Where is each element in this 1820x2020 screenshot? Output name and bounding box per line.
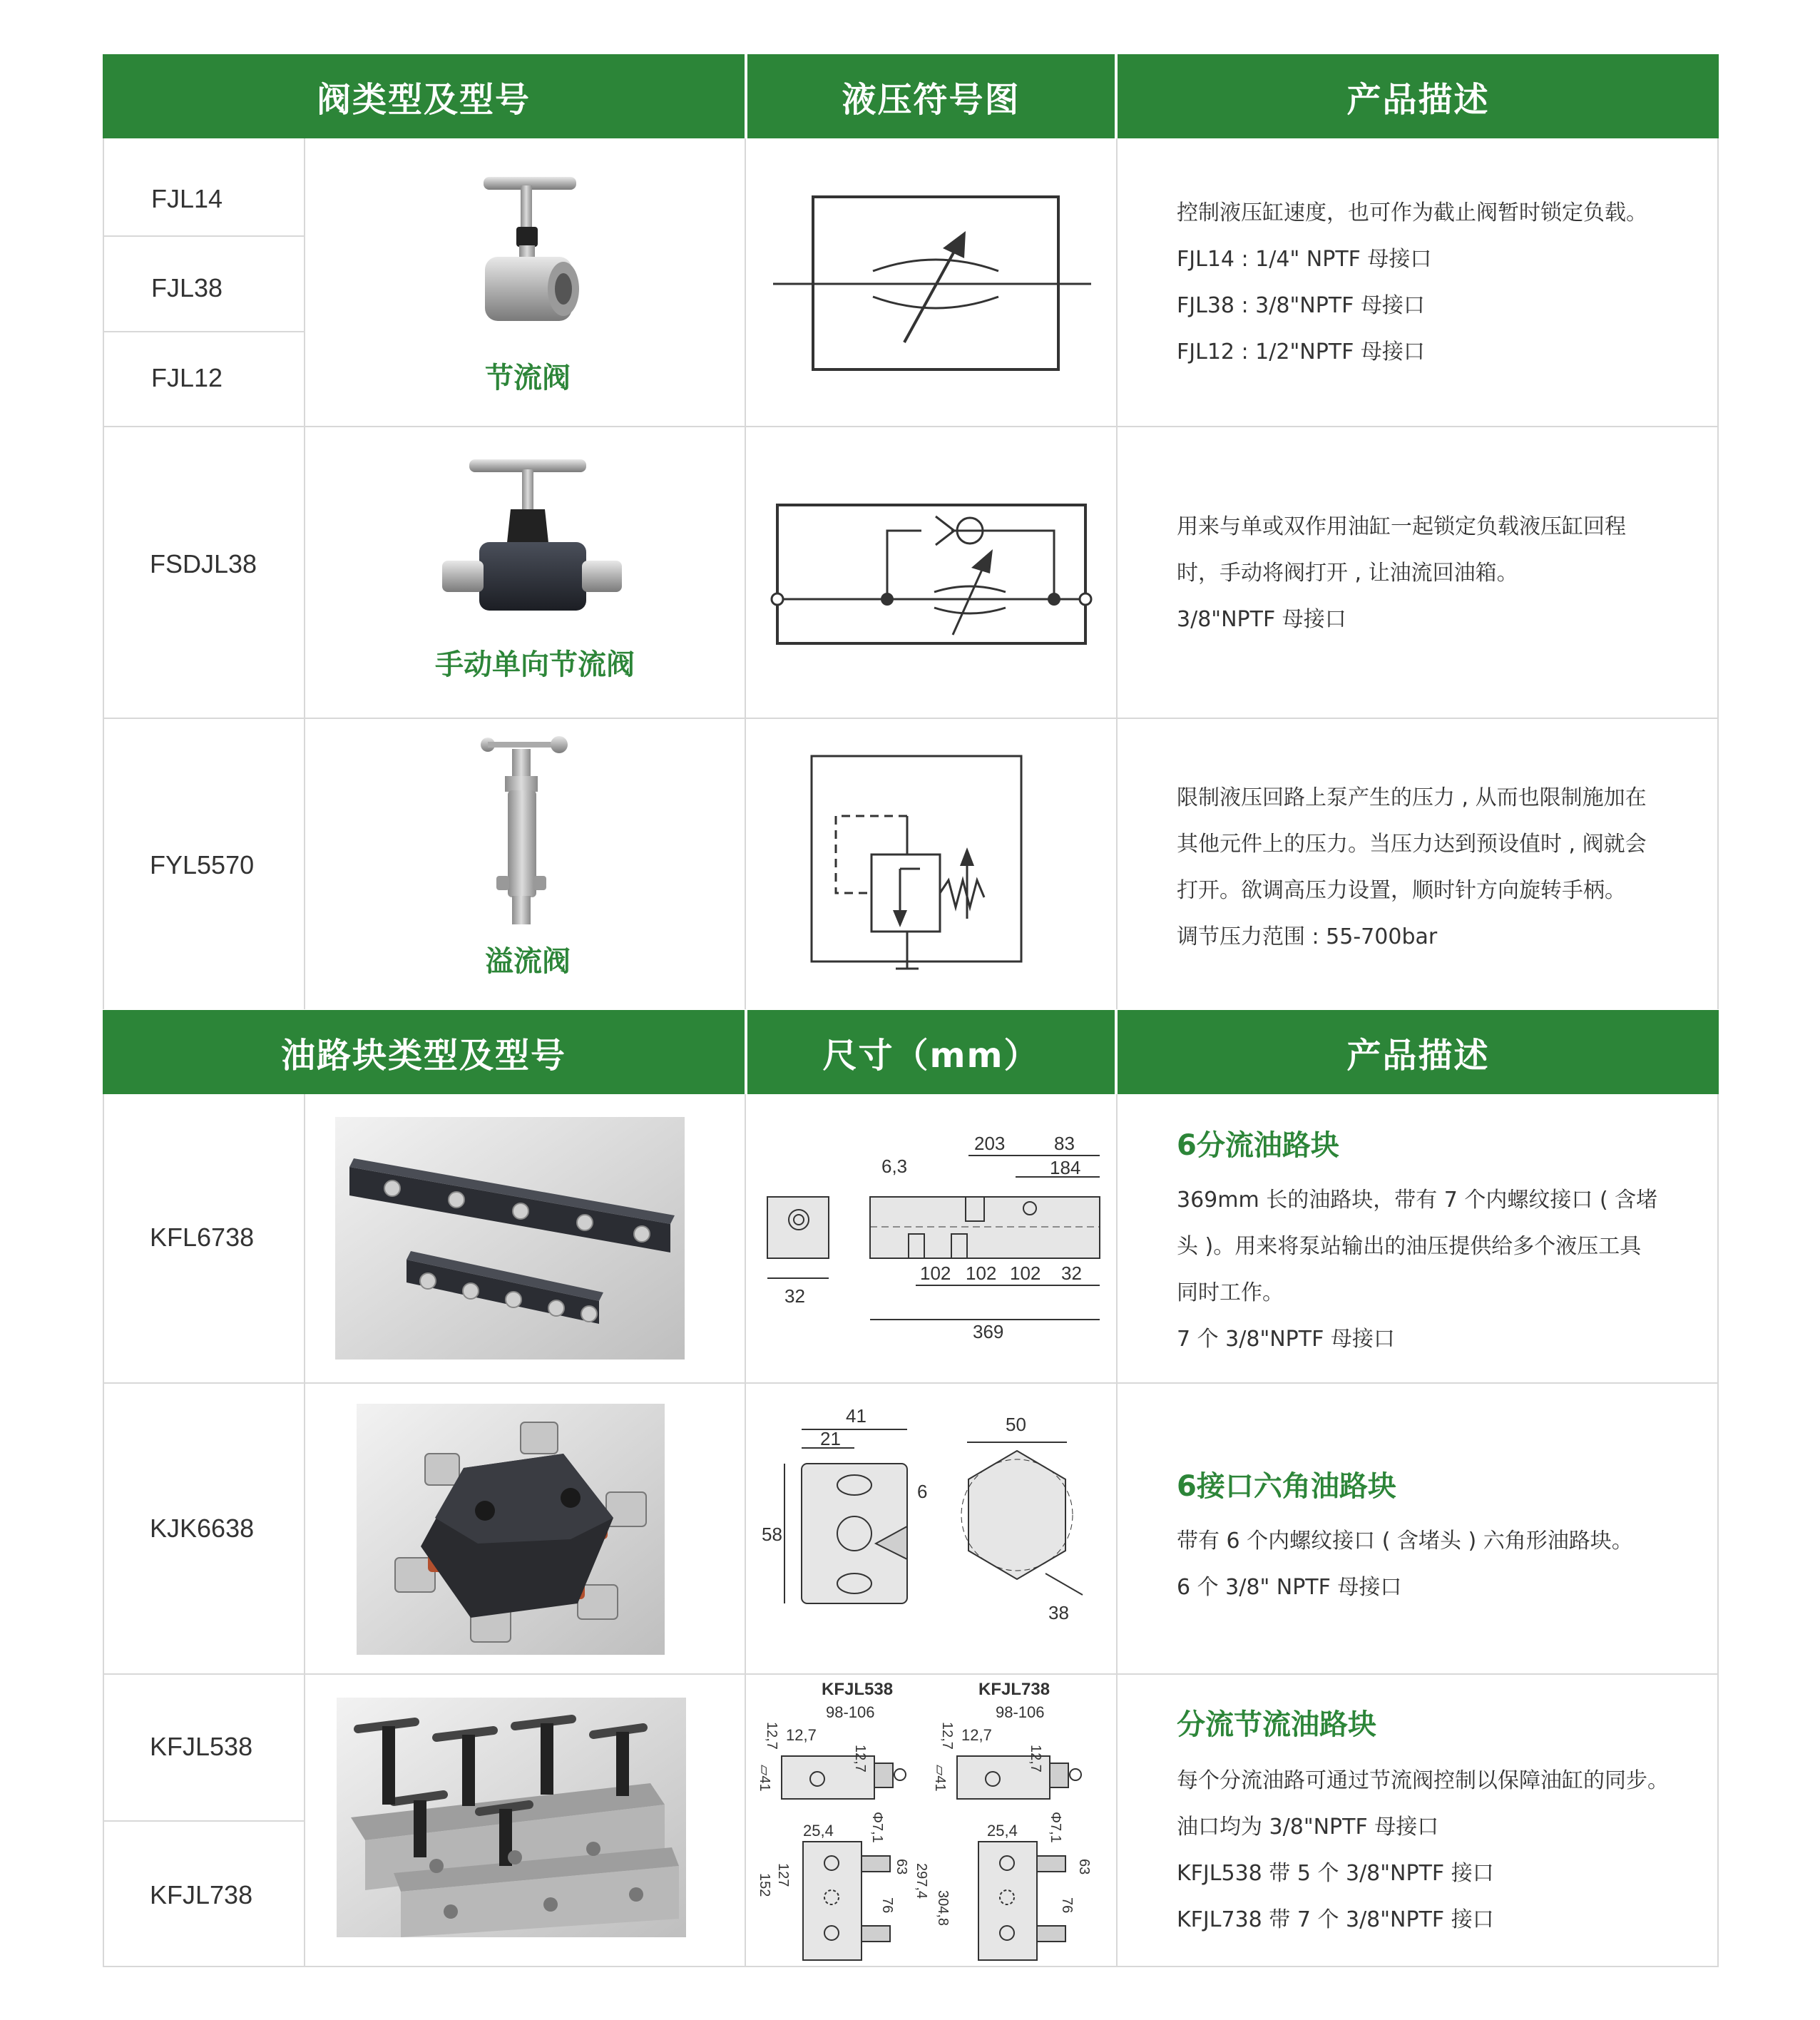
symbol-relief: [806, 755, 1027, 983]
desc-line: 限制液压回路上泵产生的压力 , 从而也限制施加在: [1177, 785, 1647, 810]
dim-drawing-kjk6638: [756, 1405, 1113, 1633]
dim-6-3: 6,3: [881, 1156, 908, 1177]
desc-line: KFJL738 带 7 个 3/8"NPTF 接口: [1177, 1907, 1494, 1932]
grid-right: [1717, 138, 1719, 1009]
desc-line: 同时工作。: [1177, 1280, 1284, 1305]
dim-w-738: 25,4: [987, 1822, 1018, 1840]
dim-50: 50: [1006, 1414, 1026, 1435]
title-6-way-manifold: 6分流油路块: [1177, 1129, 1339, 1162]
manual-check-throttle-valve-photo: [428, 456, 635, 621]
grid-row1: [103, 426, 1719, 427]
grid-row3: [103, 1382, 1719, 1384]
dim-b-538: 12,7: [852, 1745, 868, 1772]
header-product-desc-2: 产品描述: [1118, 1010, 1719, 1094]
dim-6: 6: [917, 1481, 928, 1502]
desc-manual-check-throttle: [1177, 504, 1626, 643]
desc-line: 带有 6 个内螺纹接口 ( 含堵头 ) 六角形油路块。: [1177, 1529, 1633, 1554]
dim-h3-738: 63: [1076, 1859, 1092, 1875]
dim-102b: 102: [966, 1262, 997, 1284]
caption-relief-valve: 溢流阀: [485, 945, 571, 978]
model-fsdjl38: FSDJL38: [150, 549, 257, 578]
desc-line: 369mm 长的油路块，带有 7 个内螺纹接口 ( 含堵: [1177, 1188, 1658, 1213]
header-hydraulic-symbol: 液压符号图: [747, 54, 1115, 138]
dim-b-738: 12,7: [1028, 1745, 1043, 1772]
dim-phi-738: Φ7,1: [1048, 1812, 1063, 1843]
title-throttle-manifold: 分流节流油路块: [1177, 1708, 1376, 1741]
desc-line: 控制液压缸速度，也可作为截止阀暂时锁定负载。: [1177, 200, 1647, 225]
relief-valve-photo: [471, 733, 571, 947]
header-block-type: 油路块类型及型号: [103, 1010, 745, 1094]
dim-184: 184: [1050, 1157, 1081, 1178]
grid-col3: [1116, 138, 1118, 1009]
grid-sub1: [103, 235, 304, 237]
grid-col1: [304, 138, 305, 1009]
grid-bottom: [103, 1966, 1719, 1967]
header-dimensions: 尺寸（mm）: [747, 1010, 1115, 1094]
dim-range-538: 98-106: [826, 1703, 875, 1721]
grid-col3-2: [1116, 1094, 1118, 1967]
desc-line: 时，手动将阀打开 , 让油流回油箱。: [1177, 561, 1518, 586]
dim-c-738: 12,7: [939, 1722, 955, 1750]
model-fjl12: FJL12: [151, 363, 223, 392]
model-kjk6638: KJK6638: [150, 1514, 255, 1543]
header-product-desc: 产品描述: [1118, 54, 1719, 138]
grid-left-2: [103, 1094, 104, 1967]
desc-line: 3/8"NPTF 母接口: [1177, 607, 1346, 632]
dim-203: 203: [974, 1133, 1006, 1154]
desc-line: FJL14 : 1/4" NPTF 母接口: [1177, 247, 1432, 272]
desc-line: 头 )。用来将泵站输出的油压提供给多个液压工具: [1177, 1234, 1642, 1259]
dim-phi-538: Φ7,1: [869, 1812, 885, 1843]
model-kfjl738: KFJL738: [150, 1880, 253, 1909]
dim-102a: 102: [920, 1262, 951, 1284]
model-kfjl538: KFJL538: [150, 1732, 253, 1761]
dim-drawing-kfjl: [752, 1676, 1115, 1965]
dim-58: 58: [762, 1524, 782, 1545]
desc-throttle-manifold: [1177, 1758, 1669, 1943]
model-kfl6738: KFL6738: [150, 1223, 255, 1252]
desc-line: FJL38 : 3/8"NPTF 母接口: [1177, 293, 1425, 318]
dim-name-kfjl738: KFJL738: [978, 1680, 1050, 1699]
dim-h6: 304,8: [935, 1890, 951, 1927]
desc-line: 7 个 3/8"NPTF 母接口: [1177, 1327, 1395, 1352]
dim-a-538: 12,7: [786, 1726, 817, 1744]
symbol-check-throttle: [770, 499, 1098, 649]
dim-drawing-kfl6738: [759, 1120, 1113, 1355]
grid-sub2: [103, 331, 304, 332]
dim-21: 21: [820, 1428, 841, 1449]
grid-row2: [103, 718, 1719, 719]
caption-throttle-valve: 节流阀: [485, 362, 571, 394]
model-fjl38: FJL38: [151, 273, 223, 302]
dim-32a: 32: [784, 1285, 805, 1307]
grid-left: [103, 138, 104, 1009]
desc-line: 油口均为 3/8"NPTF 母接口: [1177, 1815, 1439, 1840]
throttle-manifold-photo: [337, 1698, 686, 1937]
title-hex-manifold: 6接口六角油路块: [1177, 1470, 1396, 1503]
desc-line: 调节压力范围 : 55-700bar: [1177, 924, 1438, 949]
desc-line: 其他元件上的压力。当压力达到预设值时 , 阀就会: [1177, 832, 1647, 857]
manifold-bar-photo: [335, 1117, 685, 1360]
desc-line: 打开。欲调高压力设置，顺时针方向旋转手柄。: [1177, 878, 1626, 903]
grid-right-2: [1717, 1094, 1719, 1967]
dim-369: 369: [973, 1321, 1004, 1342]
grid-col2-2: [745, 1094, 746, 1967]
desc-throttle: [1177, 190, 1647, 375]
symbol-throttle: [773, 191, 1091, 377]
caption-manual-check-throttle: 手动单向节流阀: [435, 648, 635, 681]
grid-sub3: [103, 1820, 304, 1822]
desc-line: 每个分流油路可通过节流阀控制以保障油缸的同步。: [1177, 1768, 1669, 1793]
desc-line: 6 个 3/8" NPTF 母接口: [1177, 1575, 1402, 1600]
desc-relief: [1177, 775, 1647, 960]
header-valve-type: 阀类型及型号: [103, 54, 745, 138]
dim-h3: 63: [894, 1859, 909, 1875]
dim-w-538: 25,4: [803, 1822, 834, 1840]
dim-a-738: 12,7: [961, 1726, 992, 1744]
throttle-valve-photo: [456, 171, 599, 328]
desc-6-way-manifold: [1177, 1177, 1657, 1362]
desc-line: 用来与单或双作用油缸一起锁定负载液压缸回程: [1177, 514, 1626, 539]
dim-h5: 297,4: [914, 1863, 929, 1899]
hex-manifold-photo: [357, 1404, 665, 1655]
dim-h2: 152: [757, 1873, 772, 1897]
dim-102c: 102: [1010, 1262, 1041, 1284]
dim-41: 41: [846, 1405, 866, 1427]
dim-h1: 127: [775, 1863, 791, 1887]
dim-83: 83: [1054, 1133, 1075, 1154]
dim-32b: 32: [1061, 1262, 1082, 1284]
grid-col2: [745, 138, 746, 1009]
dim-c-538: 12,7: [764, 1722, 779, 1750]
dim-38: 38: [1048, 1602, 1069, 1623]
dim-range-738: 98-106: [996, 1703, 1045, 1721]
model-fyl5570: FYL5570: [150, 850, 255, 879]
grid-row4: [103, 1673, 1719, 1675]
dim-sq-538: ▱41: [757, 1765, 772, 1792]
grid-col1-2: [304, 1094, 305, 1967]
dim-h4: 76: [879, 1897, 895, 1914]
desc-line: FJL12 : 1/2"NPTF 母接口: [1177, 340, 1425, 364]
model-fjl14: FJL14: [151, 184, 223, 213]
desc-line: KFJL538 带 5 个 3/8"NPTF 接口: [1177, 1861, 1494, 1886]
dim-sq-738: ▱41: [932, 1765, 948, 1792]
dim-h4-738: 76: [1059, 1897, 1075, 1914]
desc-hex-manifold: [1177, 1518, 1633, 1611]
dim-name-kfjl538: KFJL538: [822, 1680, 894, 1699]
